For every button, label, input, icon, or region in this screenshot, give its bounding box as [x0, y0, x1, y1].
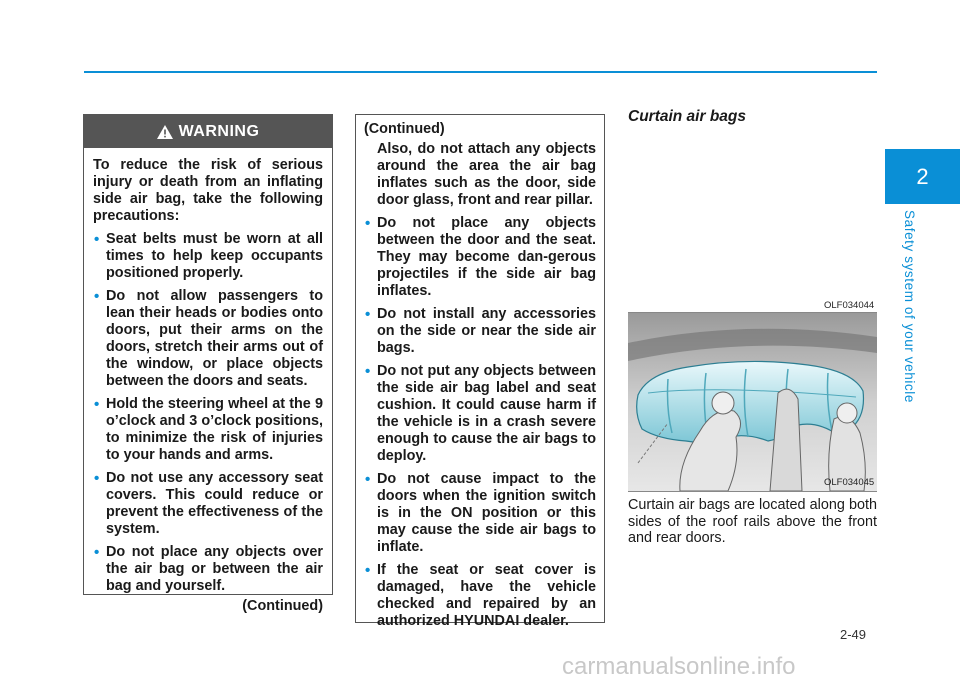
continued-bullet: • Do not cause impact to the doors when the ignition switch is in the ON position or this may cause the side air bags to inflate. [364, 471, 596, 556]
warning-content [84, 148, 332, 615]
figure-code-top: OLF034044 [824, 300, 875, 311]
warning-box [83, 114, 333, 614]
curtain-airbag-illustration [628, 312, 877, 492]
continued-content [356, 115, 604, 630]
continued-label: (Continued) [242, 598, 323, 614]
continued-bullet: • Do not place any objects between the door and the seat. They may become dan-gerous projectiles if the side air bag inflates. [364, 215, 596, 300]
continued-bullet: • Do not put any objects between the side air bag label and seat cushion. It could cause harm if the vehicle is in a crash severe enough to cause the air bags to deploy. [364, 363, 596, 465]
continued-bullet: • If the seat or seat cover is damaged, have the vehicle checked and repaired by an authorized HYUNDAI dealer. [364, 562, 596, 630]
warning-bullet: • Do not allow passengers to lean their heads or bodies onto doors, put their arms on the doors, stretch their arms out of the window, or place objects between the doors and seats. [93, 288, 323, 390]
airbag-drawing [628, 313, 877, 491]
warning-bullet: • Seat belts must be worn at all times to help keep occupants positioned properly. [93, 231, 323, 282]
warning-intro: To reduce the risk of serious injury or death from an inflating side air bag, take the following precautions: [93, 157, 323, 224]
chapter-title: Safety system of your vehicle [902, 210, 917, 403]
continued-bullet: • Do not install any accessories on the side or near the side air bags. [364, 306, 596, 357]
warning-icon [157, 125, 173, 139]
warning-header [84, 115, 332, 148]
watermark: carmanualsonline.info [562, 653, 796, 680]
chapter-tab [885, 149, 960, 204]
continued-lead: Also, do not attach any objects around the area the air bag inflates such as the door, side door glass, front and rear pillar. [377, 141, 596, 208]
curtain-caption: Curtain air bags are located along both sides of the roof rails above the front and rear doors. [628, 497, 877, 546]
header-rule [84, 71, 877, 73]
section-title: Curtain air bags [628, 108, 746, 125]
continued-title: (Continued) [364, 121, 445, 137]
warning-title: WARNING [178, 122, 260, 140]
continued-bullets [364, 215, 596, 630]
figure-code-bottom: OLF034045 [824, 477, 875, 488]
continued-box [355, 114, 605, 629]
page-number: 2-49 [840, 627, 867, 642]
chapter-number: 2 [916, 163, 929, 189]
warning-bullet: • Do not use any accessory seat covers. This could reduce or prevent the effectiveness of the system. [93, 470, 323, 538]
warning-bullets [93, 231, 323, 595]
warning-bullet: • Do not place any objects over the air bag or between the air bag and yourself. [93, 544, 323, 595]
warning-bullet: • Hold the steering wheel at the 9 o’clock and 3 o’clock positions, to minimize the risk of injuries to your hands and arms. [93, 396, 323, 464]
